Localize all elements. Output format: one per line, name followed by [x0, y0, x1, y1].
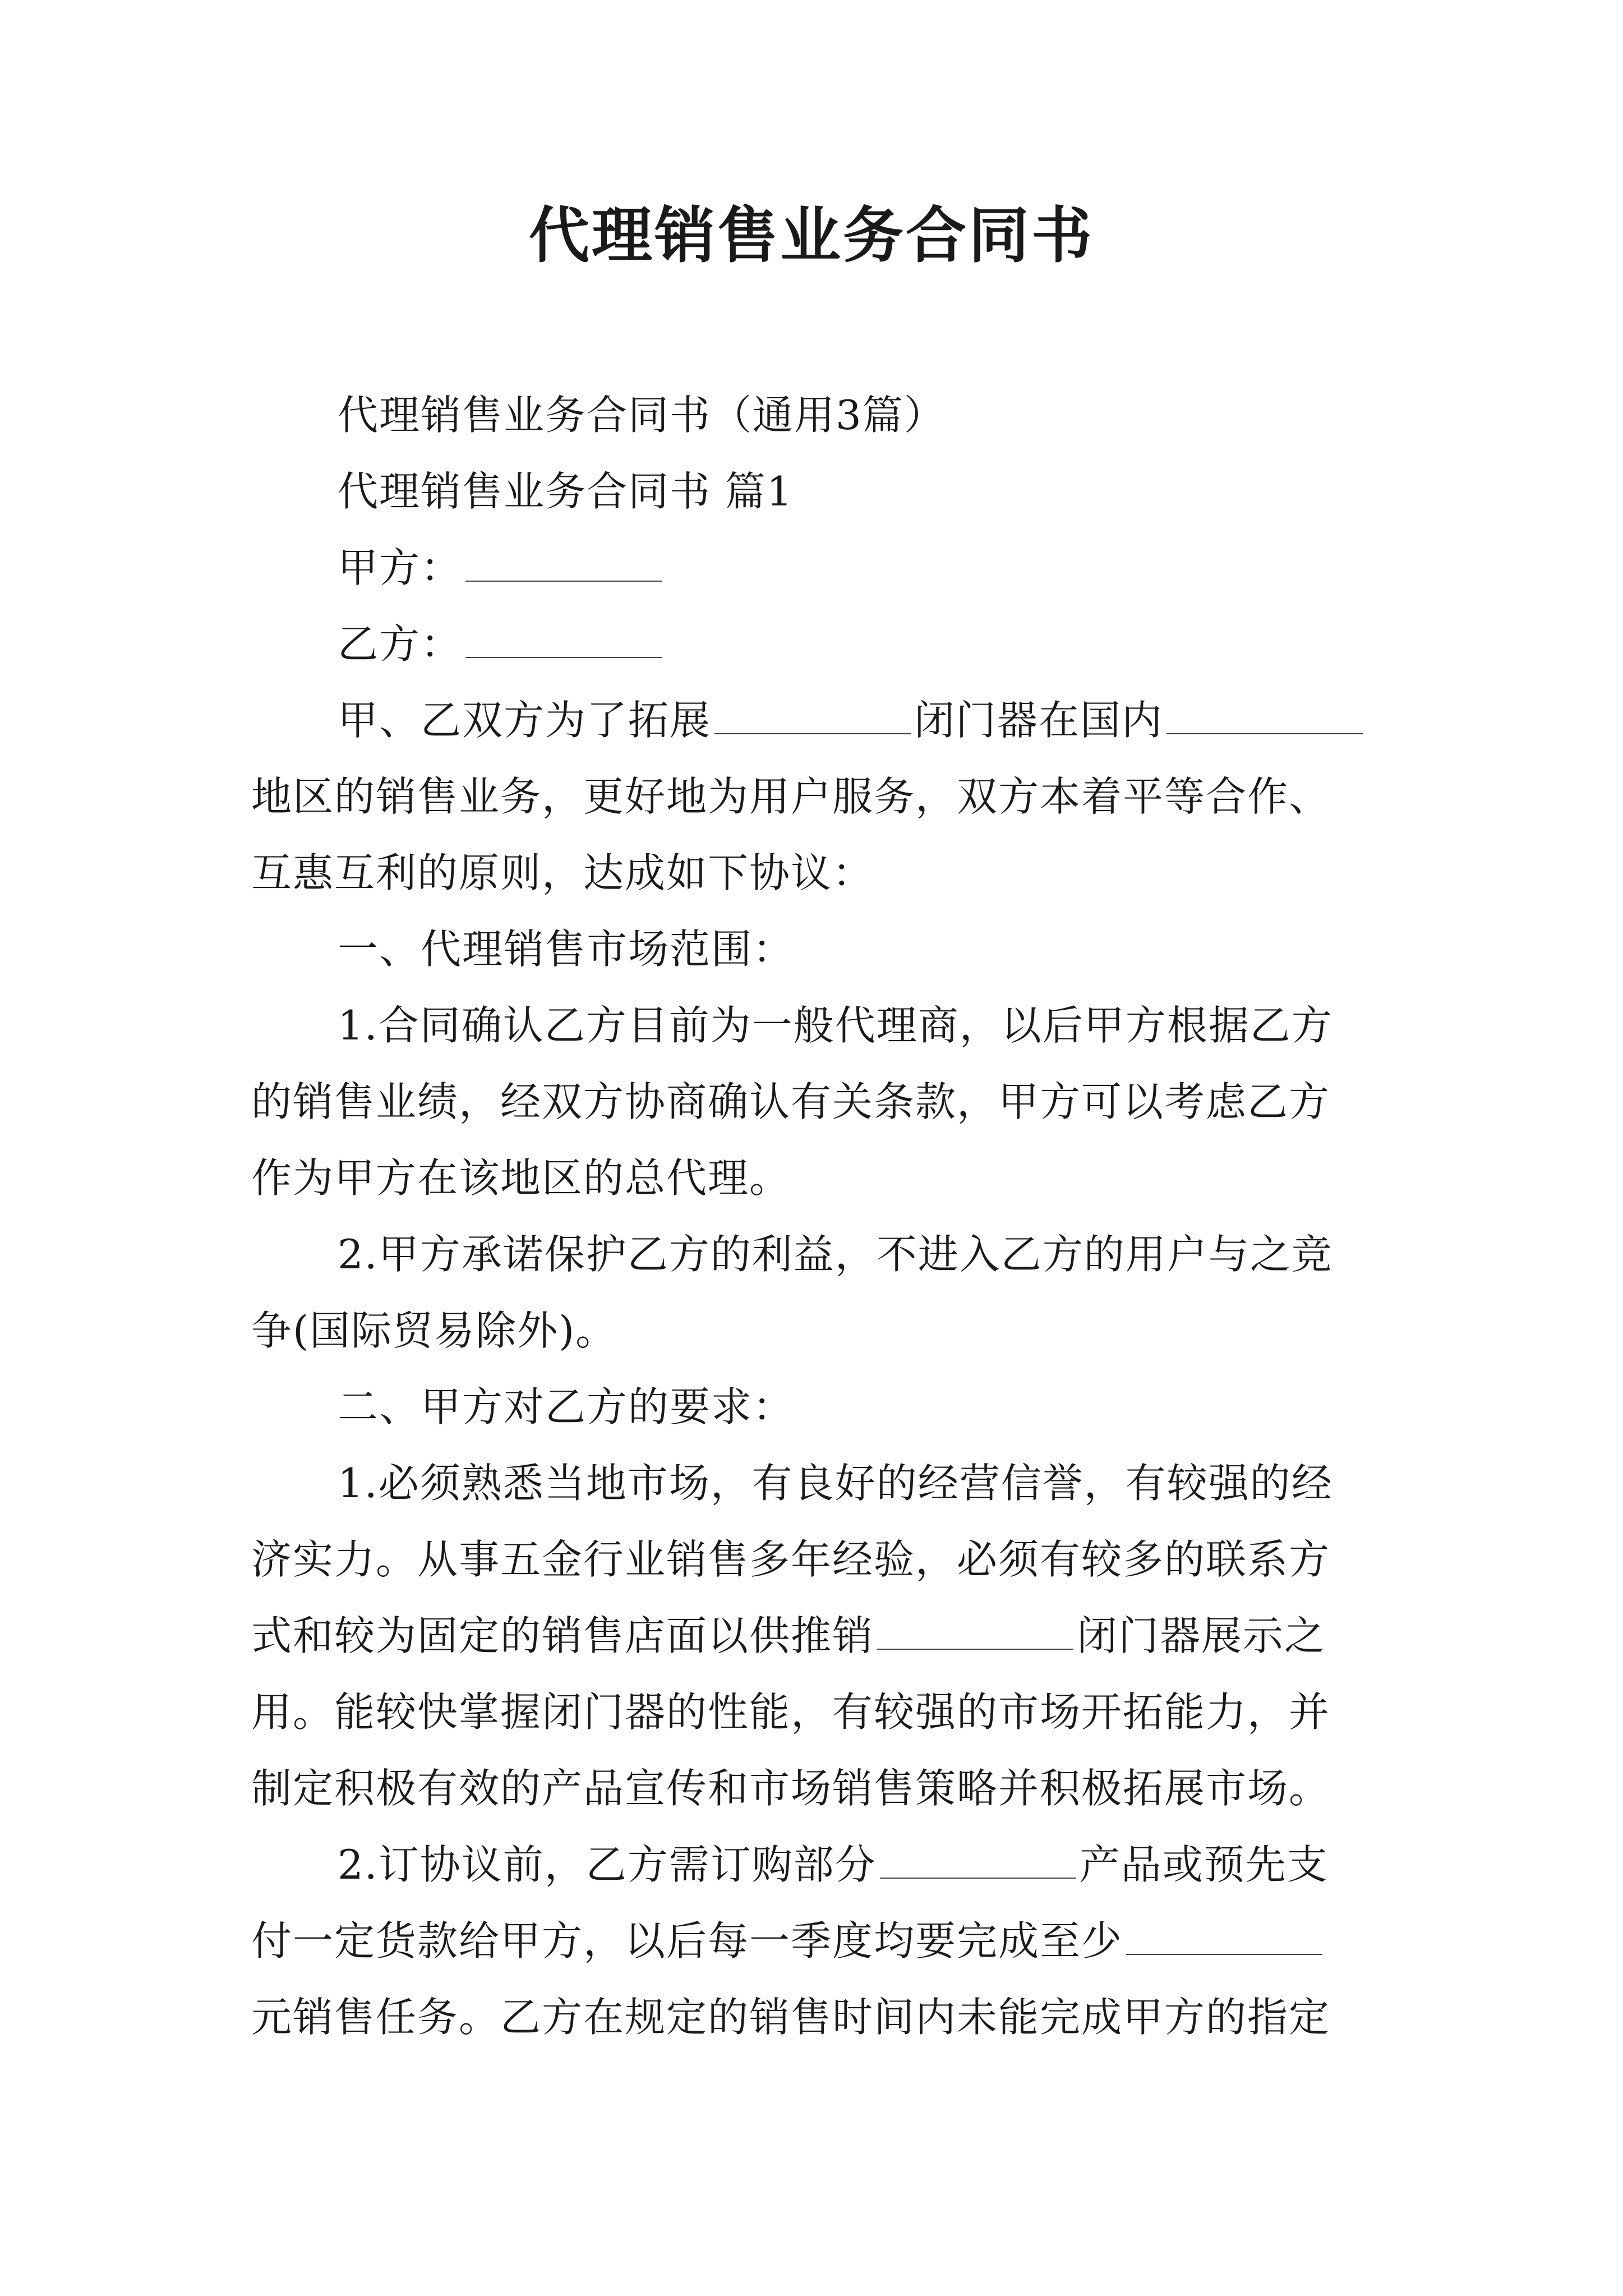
intro-line-3: 互惠互利的原则，达成如下协议：	[251, 849, 874, 896]
clause-2-line-1: 2.甲方承诺保护乙方的利益，不进入乙方的用户与之竞	[338, 1231, 1333, 1278]
req-2-line-1	[338, 1837, 1329, 1893]
document-title: 代理销售业务合同书	[528, 200, 1094, 271]
intro-line-1	[338, 692, 1366, 748]
party-b-blank	[465, 618, 662, 658]
req-2-line-3: 元销售任务。乙方在规定的销售时间内未能完成甲方的指定	[251, 1994, 1331, 2041]
party-b-line	[338, 616, 665, 672]
intro-blank-2	[1166, 694, 1363, 734]
req-1-text-a: 式和较为固定的销售店面以供推销	[251, 1612, 874, 1659]
req-2-line-2	[251, 1913, 1326, 1969]
intro-text-a: 甲、乙双方为了拓展	[338, 697, 712, 744]
req-2-blank-1	[880, 1838, 1076, 1879]
req-1-line-2: 济实力。从事五金行业销售多年经验，必须有较多的联系方	[251, 1536, 1331, 1583]
req-1-blank	[877, 1609, 1073, 1650]
document-subtitle: 代理销售业务合同书（通用3篇）	[338, 392, 946, 439]
clause-1-line-1: 1.合同确认乙方目前为一般代理商，以后甲方根据乙方	[338, 1002, 1333, 1049]
intro-text-b: 闭门器在国内	[914, 697, 1164, 744]
req-1-line-1: 1.必须熟悉当地市场，有良好的经营信誉，有较强的经	[338, 1460, 1333, 1507]
req-2-text-c: 付一定货款给甲方，以后每一季度均要完成至少	[251, 1917, 1123, 1964]
req-2-text-a: 2.订协议前，乙方需订购部分	[338, 1841, 877, 1888]
req-2-blank-2	[1126, 1915, 1322, 1955]
party-b-label: 乙方：	[338, 620, 463, 668]
intro-line-2: 地区的销售业务，更好地为用户服务，双方本着平等合作、	[251, 773, 1331, 820]
clause-2-line-2: 争(国际贸易除外)。	[251, 1307, 617, 1354]
clause-1-line-2: 的销售业绩，经双方协商确认有关条款，甲方可以考虑乙方	[251, 1078, 1331, 1125]
party-a-label: 甲方：	[338, 544, 463, 591]
req-1-line-3	[251, 1608, 1326, 1664]
section-title: 代理销售业务合同书 篇1	[338, 468, 794, 515]
heading-2: 二、甲方对乙方的要求：	[338, 1383, 795, 1430]
heading-1: 一、代理销售市场范围：	[338, 926, 795, 973]
req-2-text-b: 产品或预先支	[1079, 1841, 1329, 1888]
clause-1-line-3: 作为甲方在该地区的总代理。	[251, 1154, 791, 1202]
req-1-text-b: 闭门器展示之	[1077, 1612, 1326, 1659]
intro-blank-1	[714, 694, 911, 734]
req-1-line-4: 用。能较快掌握闭门器的性能，有较强的市场开拓能力，并	[251, 1688, 1331, 1736]
party-a-line	[338, 540, 665, 596]
req-1-line-5: 制定积极有效的产品宣传和市场销售策略并积极拓展市场。	[251, 1765, 1331, 1812]
party-a-blank	[465, 541, 662, 582]
